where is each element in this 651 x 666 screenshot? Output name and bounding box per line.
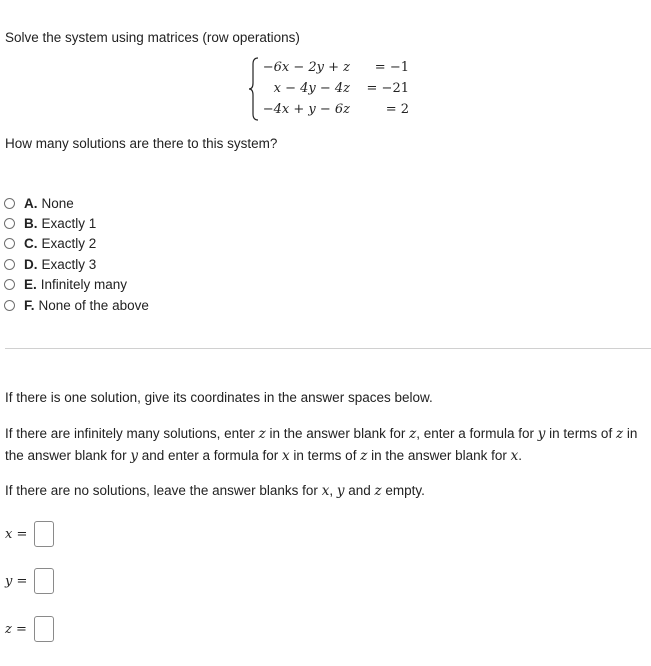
answer-row-y <box>5 567 54 595</box>
option-d[interactable] <box>4 254 149 274</box>
option-letter: D. <box>24 256 38 272</box>
option-label: None of the above <box>38 297 149 313</box>
math-var: x <box>510 448 519 464</box>
text: . <box>518 448 523 463</box>
answer-input-x[interactable] <box>34 521 54 547</box>
option-letter: E. <box>24 277 37 293</box>
option-label: Exactly 2 <box>41 236 97 252</box>
option-label: Infinitely many <box>40 277 128 293</box>
text: in terms of <box>289 448 361 463</box>
instruction-no-solutions <box>5 480 645 502</box>
instruction-infinite-solutions <box>5 423 645 467</box>
math-var: y <box>130 448 138 464</box>
problem-prompt: Solve the system using matrices (row operations) <box>5 30 300 45</box>
math-var: z <box>409 426 417 442</box>
math-var: x <box>282 448 290 464</box>
option-label: Exactly 1 <box>41 216 97 232</box>
option-e[interactable] <box>4 275 149 295</box>
radio-button[interactable] <box>4 279 15 290</box>
text: in the answer blank for <box>367 448 511 463</box>
option-a[interactable] <box>4 193 149 213</box>
text: and enter a formula for <box>137 448 283 463</box>
answer-label-x <box>5 527 34 542</box>
option-b[interactable] <box>4 213 149 233</box>
equation-system <box>248 57 418 121</box>
equation-3-lhs: −4x + y − 6z <box>262 102 350 117</box>
text: and <box>344 483 375 498</box>
math-var: z <box>615 426 624 442</box>
question-text: How many solutions are there to this system? <box>5 136 278 151</box>
option-c[interactable] <box>4 234 149 254</box>
text: empty. <box>381 483 425 498</box>
option-letter: B. <box>24 216 38 232</box>
var-name: y <box>5 573 13 589</box>
var-name: x <box>5 526 13 542</box>
option-letter: F. <box>24 297 35 313</box>
option-f[interactable] <box>4 295 149 315</box>
option-label: None <box>41 195 74 211</box>
math-var: x <box>321 483 330 499</box>
answer-input-z[interactable] <box>34 616 54 642</box>
math-var: y <box>537 426 546 442</box>
answer-row-x <box>5 520 54 548</box>
option-label: Exactly 3 <box>41 256 97 272</box>
math-var: z <box>374 483 382 499</box>
text: in the answer blank for <box>265 426 410 441</box>
radio-button[interactable] <box>4 218 15 229</box>
equals-sign: = <box>16 621 27 637</box>
option-letter: A. <box>24 195 38 211</box>
text: , enter a formula for <box>416 426 538 441</box>
radio-button[interactable] <box>4 238 15 249</box>
equals-sign: = <box>16 573 28 589</box>
text: If there are no solutions, leave the answer blanks for <box>5 483 322 498</box>
var-name: z <box>5 621 12 637</box>
text: in terms of <box>545 426 616 441</box>
answer-label-z <box>5 622 34 637</box>
text: in the answer blank for <box>5 426 638 463</box>
math-var: y <box>336 483 345 499</box>
equation-2-lhs: x − 4y − 4z <box>273 81 350 96</box>
equation-1-lhs: −6x − 2y + z <box>262 60 350 75</box>
answer-row-z <box>5 615 54 643</box>
radio-button[interactable] <box>4 300 15 311</box>
answer-label-y <box>5 574 34 589</box>
equals-sign: = <box>16 526 28 542</box>
math-var: z <box>360 448 368 464</box>
instruction-one-solution: If there is one solution, give its coordinates in the answer spaces below. <box>5 390 433 405</box>
math-var: z <box>258 426 266 442</box>
answer-options <box>4 193 149 315</box>
equation-2-rhs: = −21 <box>366 81 409 96</box>
text: , <box>329 483 337 498</box>
radio-button[interactable] <box>4 259 15 270</box>
text: If there are infinitely many solutions, enter <box>5 426 259 441</box>
equation-3-rhs: = 2 <box>385 102 409 117</box>
option-letter: C. <box>24 236 38 252</box>
section-divider <box>5 348 651 349</box>
equation-1-rhs: = −1 <box>374 60 409 75</box>
radio-button[interactable] <box>4 198 15 209</box>
answer-input-y[interactable] <box>34 568 54 594</box>
